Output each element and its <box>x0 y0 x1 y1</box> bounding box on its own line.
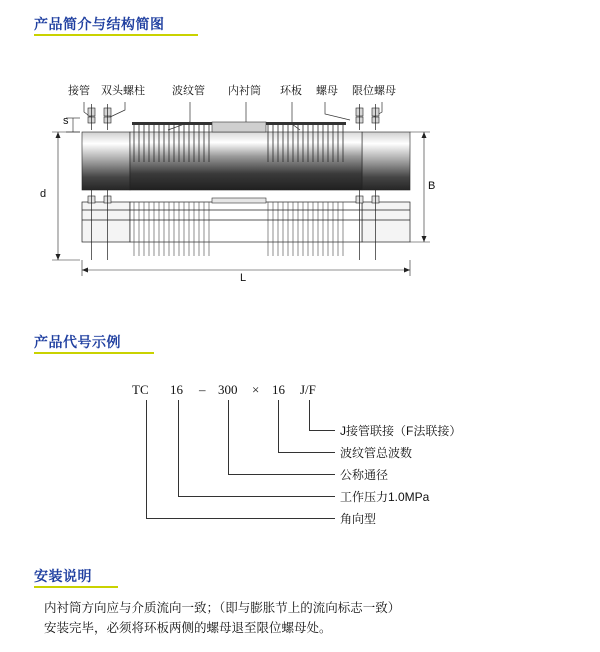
install-notes <box>44 598 564 638</box>
callout-label-liner: 内衬筒 <box>228 85 261 97</box>
section-title-code: 产品代号示例 <box>34 334 121 350</box>
dimension-label-d: d <box>40 188 47 200</box>
code-desc-connection: J接管联接（F法联接） <box>340 424 462 438</box>
callout-label-limit-nut: 限位螺母 <box>352 85 396 97</box>
code-desc-nominal-diameter: 公称通径 <box>340 468 389 482</box>
callout-label-nozzle: 接管 <box>68 85 90 97</box>
callout-label-nut: 螺母 <box>316 85 338 97</box>
section-title-intro: 产品简介与结构简图 <box>34 16 165 32</box>
dimension-label-b: B <box>428 180 436 192</box>
callout-label-stud-bolt: 双头螺柱 <box>101 85 145 97</box>
leader-line-dn-horizontal <box>228 474 335 475</box>
leader-line-dn-vertical <box>228 400 229 474</box>
code-token-16-pressure: 16 <box>170 382 183 397</box>
leader-line-type-horizontal <box>146 518 335 519</box>
section-underline-intro <box>34 34 198 36</box>
product-code-example <box>0 370 600 550</box>
code-desc-wave-count: 波纹管总波数 <box>340 446 413 460</box>
leader-line-waves-horizontal <box>278 452 335 453</box>
leader-line-type-vertical <box>146 400 147 518</box>
code-token-dash: – <box>199 382 206 397</box>
code-token-jf: J/F <box>300 382 316 397</box>
callout-label-ring-plate: 环板 <box>280 85 302 97</box>
leader-line-pressure-vertical <box>178 400 179 496</box>
section-underline-install <box>34 586 118 588</box>
install-note-line-1: 内衬筒方向应与介质流向一致；（即与膨胀节上的流向标志一致） <box>44 601 401 615</box>
section-title-install: 安装说明 <box>34 568 92 584</box>
code-token-16-waves: 16 <box>272 382 285 397</box>
leader-line-waves-vertical <box>278 400 279 452</box>
dimension-label-s: s <box>63 115 69 127</box>
callout-label-bellows: 波纹管 <box>172 85 205 97</box>
code-desc-type: 角向型 <box>340 512 377 526</box>
leader-line-jf-vertical <box>309 400 310 430</box>
code-token-tc: TC <box>132 382 149 397</box>
leader-line-pressure-horizontal <box>178 496 335 497</box>
code-token-300: 300 <box>218 382 238 397</box>
section-underline-code <box>34 352 154 354</box>
code-token-times: × <box>252 382 260 397</box>
leader-line-jf-horizontal <box>309 430 335 431</box>
code-desc-working-pressure: 工作压力1.0MPa <box>340 490 430 504</box>
dimension-label-l: L <box>240 272 247 284</box>
install-note-line-2: 安装完毕，必须将环板两侧的螺母退至限位螺母处。 <box>44 621 332 635</box>
structure-diagram <box>0 60 600 290</box>
